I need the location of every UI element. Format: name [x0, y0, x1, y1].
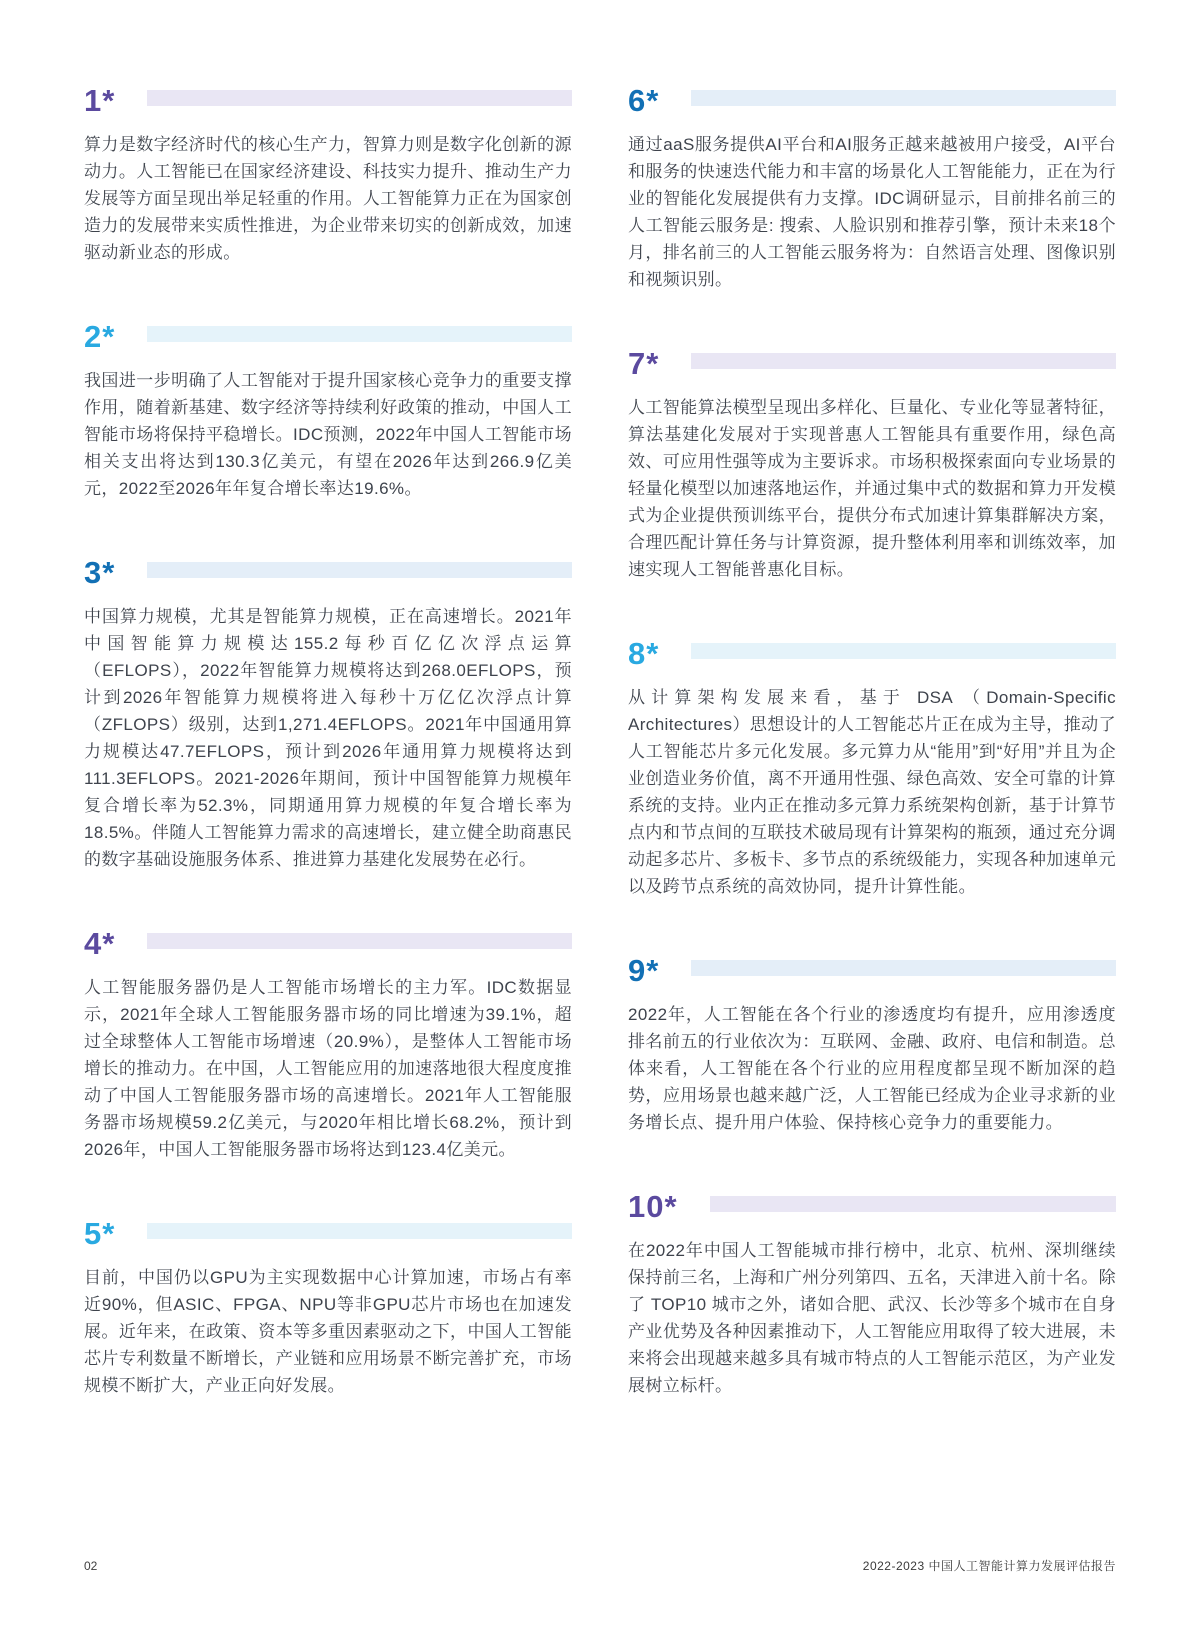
section-9-accent-bar [691, 960, 1116, 976]
section-9 [628, 954, 1116, 1136]
right-column [628, 84, 1116, 1453]
section-7 [628, 347, 1116, 583]
section-2-number: 2* [84, 319, 116, 354]
section-3-header [84, 556, 572, 590]
section-5-accent-bar [147, 1223, 572, 1239]
page-footer [84, 1557, 1116, 1574]
section-8-text: 从计算架构发展来看，基于 DSA （Domain-Specific Architectures）思想设计的人工智能芯片正在成为主导，推动了人工智能芯片多元化发展。多元算力从“能用”到“好用”并且为企业创造业务价值，离不开通用性强、绿色高效、安全可靠的计算系统的支持。业内正在推动多元算力系统架构创新，基于计算节点内和节点间的互联技术破局现有计算架构的瓶颈，通过充分调动起多芯片、多板卡、多节点的系统级能力，实现各种加速单元以及跨节点系统的高效协同，提升计算性能。 [628, 688, 1116, 896]
section-9-number: 9* [628, 953, 660, 988]
section-5-header [84, 1217, 572, 1251]
section-3 [84, 556, 572, 873]
section-2-accent-bar [147, 326, 572, 342]
section-5 [84, 1217, 572, 1399]
page-number: 02 [84, 1559, 98, 1573]
section-7-accent-bar [691, 353, 1116, 369]
section-3-text: 中国算力规模，尤其是智能算力规模，正在高速增长。2021年中国智能算力规模达155.2每秒百亿亿次浮点运算（EFLOPS），2022年智能算力规模将达到268.0EFLOPS，预计到2026年智能算力规模将进入每秒十万亿亿次浮点计算（ZFLOPS）级别，达到1,271.4EFLOPS。2021年中国通用算力规模达47.7EFLOPS，预计到2026年通用算力规模将达到111.3EFLOPS。2021-2026年期间，预计中国智能算力规模年复合增长率为52.3%，同期通用算力规模的年复合增长率为18.5%。伴随人工智能算力需求的高速增长，建立健全助商惠民的数字基础设施服务体系、推进算力基建化发展势在必行。 [84, 607, 572, 869]
section-9-header [628, 954, 1116, 988]
left-column [84, 84, 572, 1453]
section-8 [628, 637, 1116, 900]
section-8-number: 8* [628, 636, 660, 671]
report-title: 2022-2023 中国人工智能计算力发展评估报告 [862, 1559, 1116, 1573]
section-1-text: 算力是数字经济时代的核心生产力，智算力则是数字化创新的源动力。人工智能已在国家经济建设、科技实力提升、推动生产力发展等方面呈现出举足轻重的作用。人工智能算力正在为国家创造力的发展带来实质性推进，为企业带来切实的创新成效，加速驱动新业态的形成。 [84, 135, 572, 262]
section-4-header [84, 927, 572, 961]
section-2-text: 我国进一步明确了人工智能对于提升国家核心竞争力的重要支撑作用，随着新基建、数字经济等持续利好政策的推动，中国人工智能市场将保持平稳增长。IDC预测，2022年中国人工智能市场相关支出将达到130.3亿美元，有望在2026年达到266.9亿美元，2022至2026年年复合增长率达19.6%。 [84, 371, 572, 498]
section-10-number: 10* [628, 1189, 678, 1224]
section-8-accent-bar [691, 643, 1116, 659]
section-6-header [628, 84, 1116, 118]
section-2-header [84, 320, 572, 354]
section-6-text: 通过aaS服务提供AI平台和AI服务正越来越被用户接受，AI平台和服务的快速迭代能力和丰富的场景化人工智能能力，正在为行业的智能化发展提供有力支撑。IDC调研显示，目前排名前三的人工智能云服务是: 搜索、人脸识别和推荐引擎，预计未来18个月，排名前三的人工智能云服务将为：自然语言处理、图像识别和视频识别。 [628, 135, 1116, 289]
section-5-number: 5* [84, 1216, 116, 1251]
section-1-number: 1* [84, 83, 116, 118]
section-1-accent-bar [147, 90, 572, 106]
section-3-accent-bar [147, 562, 572, 578]
section-3-number: 3* [84, 555, 116, 590]
section-1-header [84, 84, 572, 118]
section-7-number: 7* [628, 346, 660, 381]
section-10-header [628, 1190, 1116, 1224]
section-10 [628, 1190, 1116, 1399]
section-7-text: 人工智能算法模型呈现出多样化、巨量化、专业化等显著特征，算法基建化发展对于实现普惠人工智能具有重要作用，绿色高效、可应用性强等成为主要诉求。市场积极探索面向专业场景的轻量化模型以加速落地运作，并通过集中式的数据和算力开发模式为企业提供预训练平台，提供分布式加速计算集群解决方案，合理匹配计算任务与计算资源，提升整体利用率和训练效率，加速实现人工智能普惠化目标。 [628, 398, 1116, 579]
section-2 [84, 320, 572, 502]
section-4-text: 人工智能服务器仍是人工智能市场增长的主力军。IDC数据显示，2021年全球人工智能服务器市场的同比增速为39.1%，超过全球整体人工智能市场增速（20.9%），是整体人工智能市场增长的推动力。在中国，人工智能应用的加速落地很大程度度推动了中国人工智能服务器市场的高速增长。2021年人工智能服务器市场规模59.2亿美元，与2020年相比增长68.2%，预计到2026年，中国人工智能服务器市场将达到123.4亿美元。 [84, 978, 572, 1159]
section-6-number: 6* [628, 83, 660, 118]
section-4-number: 4* [84, 926, 116, 961]
section-10-text: 在2022年中国人工智能城市排行榜中，北京、杭州、深圳继续保持前三名，上海和广州分列第四、五名，天津进入前十名。除了 TOP10 城市之外，诸如合肥、武汉、长沙等多个城市在自身产业优势及各种因素推动下，人工智能应用取得了较大进展，未来将会出现越来越多具有城市特点的人工智能示范区，为产业发展树立标杆。 [628, 1241, 1116, 1395]
section-10-accent-bar [710, 1196, 1116, 1212]
section-1 [84, 84, 572, 266]
section-4-accent-bar [147, 933, 572, 949]
section-6-accent-bar [691, 90, 1116, 106]
section-6 [628, 84, 1116, 293]
section-8-header [628, 637, 1116, 671]
section-7-header [628, 347, 1116, 381]
section-4 [84, 927, 572, 1163]
section-9-text: 2022年，人工智能在各个行业的渗透度均有提升，应用渗透度排名前五的行业依次为：互联网、金融、政府、电信和制造。总体来看，人工智能在各个行业的应用程度都呈现不断加深的趋势，应用场景也越来越广泛，人工智能已经成为企业寻求新的业务增长点、提升用户体验、保持核心竞争力的重要能力。 [628, 1005, 1116, 1132]
section-5-text: 目前，中国仍以GPU为主实现数据中心计算加速，市场占有率近90%，但ASIC、FPGA、NPU等非GPU芯片市场也在加速发展。近年来，在政策、资本等多重因素驱动之下，中国人工智能芯片专利数量不断增长，产业链和应用场景不断完善扩充，市场规模不断扩大，产业正向好发展。 [84, 1268, 572, 1395]
